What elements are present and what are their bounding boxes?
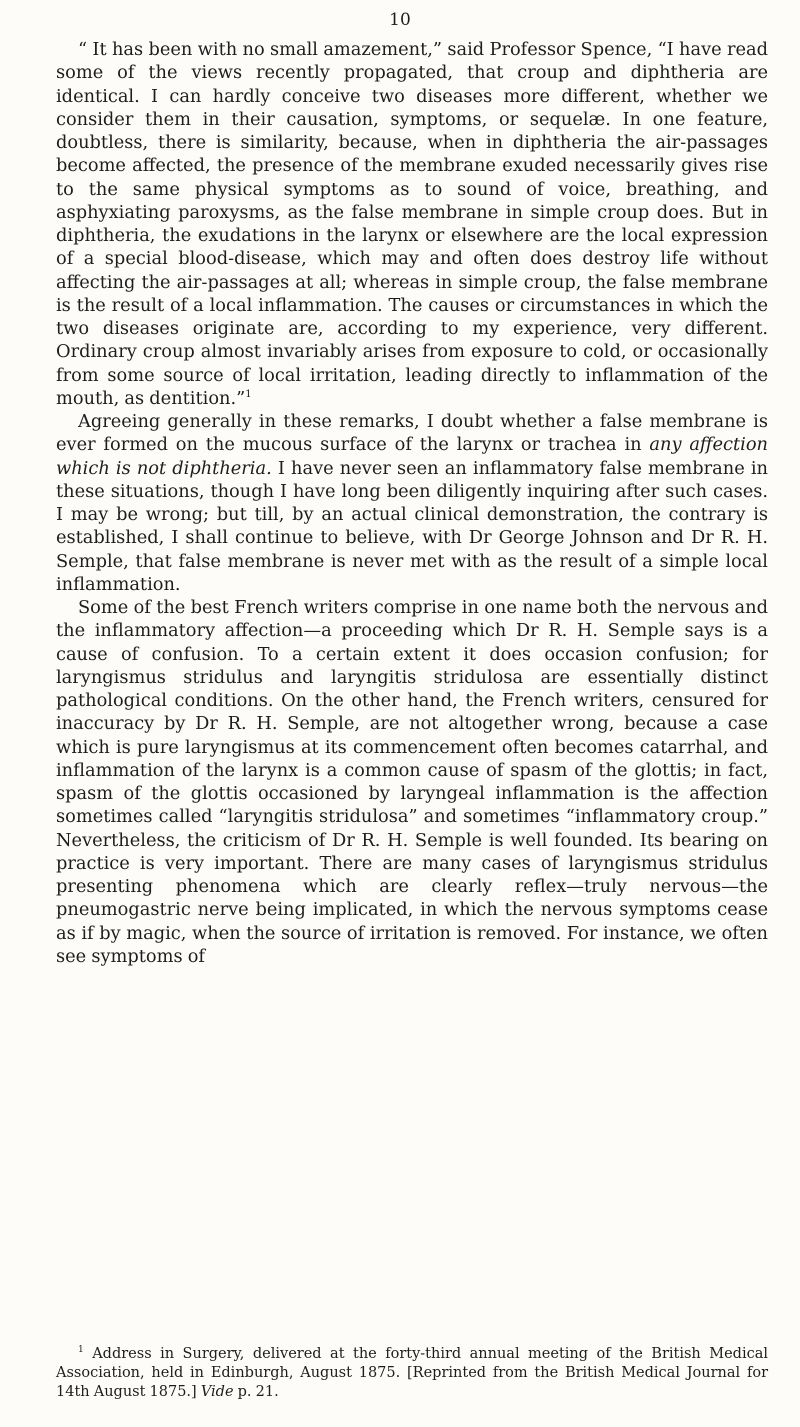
- paragraph-text: Some of the best French writers comprise in one name both the nervous and the inflammatory affection—a proceeding which Dr R. H. Semple says is a cause of confusion. To a certain extent it does occasion confusion; for laryngismus stridulus and laryngitis stridulosa are essentially distinct pathological conditions. On the other hand, the French writers, censured for inaccuracy by Dr R. H. Semple, are not altogether wrong, because a case which is pure laryngismus at its commencement often becomes catarrhal, and inflammation of the larynx is a common cause of spasm of the glottis; in fact, spasm of the glottis occasioned by laryngeal inflammation is the affection sometimes called “laryngitis stridulosa” and sometimes “inflammatory croup.” Nevertheless, the criticism of Dr R. H. Semple is well founded. Its bearing on practice is very important. There are many cases of laryngismus stridulus presenting phenomena which are clearly reflex—truly nervous—the pneumogastric nerve being implicated, in which the nervous symptoms cease as if by magic, when the source of irritation is removed. For instance, we often see symptoms of: [56, 597, 768, 967]
- paragraph: [56, 38, 768, 410]
- paragraph-text: Agreeing generally in these remarks, I doubt whether a false membrane is ever formed on the mucous surface of the larynx or trachea in: [56, 411, 768, 456]
- footnote: [56, 1345, 768, 1402]
- footnote-body: Address in Surgery, delivered at the forty-third annual meeting of the British Medical Association, held in Edinburgh, August 1875. [Reprinted from the British Medical Journal for 14th August 1875.]: [56, 1346, 768, 1400]
- paragraph-text: I have never seen an inflammatory false membrane in these situations, though I have long been diligently inquiring after such cases. I may be wrong; but till, by an actual clinical demonstration, the contrary is established, I shall continue to believe, with Dr George Johnson and Dr R. H. Semple, that false membrane is never met with as the result of a simple local inflammation.: [56, 457, 768, 595]
- body-text: [56, 38, 768, 968]
- footnote-vide: Vide: [200, 1384, 234, 1400]
- emphasis-text: any affection which is not diphtheria.: [56, 434, 768, 479]
- footnote-reference: 1: [245, 388, 252, 400]
- footnote-page-ref: p. 21.: [233, 1384, 279, 1400]
- footnote-marker: 1: [78, 1345, 84, 1356]
- paragraph-text: “ It has been with no small amazement,” said Professor Spence, “I have read some of the views recently propagated, that croup and diphtheria are identical. I can hardly conceive two diseases more different, whether we consider them in their causation, symptoms, or sequelæ. In one feature, doubtless, there is similarity, because, when in diphtheria the air-passages become affected, the presence of the membrane exuded necessarily gives rise to the same physical symptoms as to sound of voice, breathing, and asphyxiating paroxysms, as the false membrane in simple croup does. But in diphtheria, the exudations in the larynx or elsewhere are the local expression of a special blood-disease, which may and often does destroy life without affecting the air-passages at all; whereas in simple croup, the false membrane is the result of a local inflammation. The causes or circumstances in which the two diseases originate are, according to my experience, very different. Ordinary croup almost invariably arises from exposure to cold, or occasionally from some source of local irritation, leading directly to inflammation of the mouth, as dentition.”: [56, 39, 768, 409]
- paragraph: [56, 596, 768, 968]
- footnote-text: [56, 1345, 768, 1402]
- page-number: 10: [389, 10, 411, 30]
- paragraph: [56, 410, 768, 596]
